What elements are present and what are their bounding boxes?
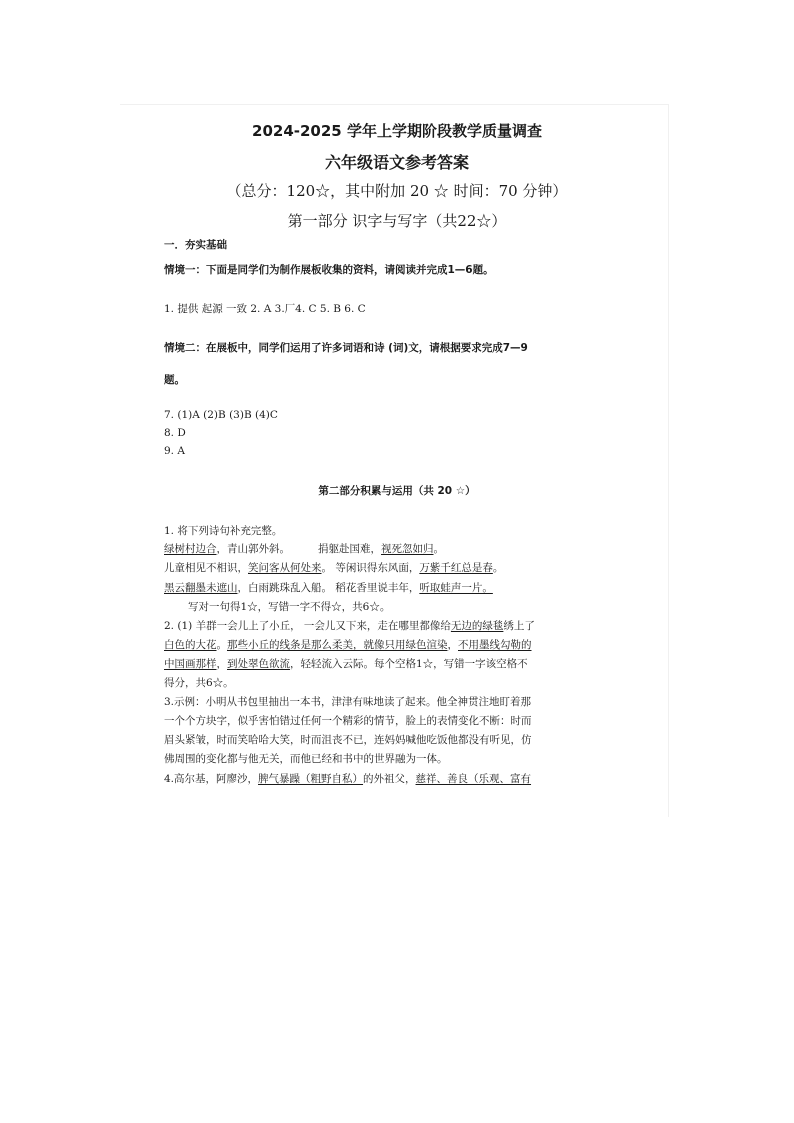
document-subtitle: 六年级语文参考答案: [324, 153, 469, 172]
poem-blank: 笑问客从何处来: [248, 562, 322, 574]
q4-line-1: 4.高尔基，阿廖沙，脾气暴躁（粗野自私）的外祖父，慈祥、善良（乐观、富有: [164, 773, 532, 785]
answer-8: 8. D: [164, 427, 186, 439]
part2-title: 第二部分积累与运用（共 20 ☆）: [318, 485, 476, 497]
poem-line-1: 绿树村边合，青山郭外斜。 捐躯赴国难，视死忽如归。: [164, 543, 444, 555]
situation-1: 情境一：下面是同学们为制作展板收集的资料，请阅读并完成1—6题。: [164, 264, 494, 276]
answer-blank: 中国画那样: [164, 658, 217, 670]
poem-line-2: 儿童相见不相识，笑问客从何处来。 等闲识得东风面，万紫千红总是春。: [164, 562, 504, 574]
answer-blank: 那些小丘的线条是那么柔美，就像只用绿色渲染: [227, 639, 448, 651]
score-info: （总分：120☆，其中附加 20 ☆ 时间：70 分钟）: [226, 182, 568, 200]
answer-blank: 慈祥、善良（乐观、富有: [415, 773, 532, 785]
q2-line-4: 得分，共6☆。: [164, 677, 234, 689]
poem-blank: 黑云翻墨未遮山: [164, 582, 238, 594]
q3-line-2: 一个个方块字，似乎害怕错过任何一个精彩的情节，脸上的表情变化不断：时而: [164, 715, 532, 727]
poem-blank: 听取蛙声一片。: [419, 582, 493, 594]
answer-blank: 不用墨线勾勒的: [458, 639, 532, 651]
q2-line-2: 白色的大花。那些小丘的线条是那么柔美，就像只用绿色渲染，不用墨线勾勒的: [164, 639, 532, 651]
q2-line-1: 2. (1) 羊群一会儿上了小丘， 一会儿又下来，走在哪里都像给无边的绿毯绣上了: [164, 620, 535, 632]
q1-intro: 1. 将下列诗句补充完整。: [164, 525, 283, 537]
situation-2: 情境二：在展板中，同学们运用了许多词语和诗 (词)文，请根据要求完成7—9: [164, 342, 528, 354]
q1-score-note: 写对一句得1☆，写错一字不得☆，共6☆。: [188, 601, 391, 613]
answer-blank: 脾气暴躁（粗野自私）: [258, 773, 364, 785]
answer-9: 9. A: [164, 445, 185, 457]
q3-line-4: 佛周围的变化都与他无关，而他已经和书中的世界融为一体。: [164, 753, 448, 765]
q3-line-3: 眉头紧皱，时而笑哈哈大笑，时而沮丧不已，连妈妈喊他吃饭他都没有听见，仿: [164, 734, 532, 746]
answer-7: 7. (1)A (2)B (3)B (4)C: [164, 409, 278, 421]
answer-blank: 白色的大花: [164, 639, 217, 651]
poem-line-3: 黑云翻墨未遮山，白雨跳珠乱入船。 稻花香里说丰年，听取蛙声一片。: [164, 582, 493, 594]
poem-blank: 万紫千红总是春: [419, 562, 493, 574]
document-title: 2024-2025 学年上学期阶段教学质量调查: [252, 122, 542, 140]
situation-2-cont: 题。: [164, 374, 185, 386]
answer-blank: 到处翠色欲流: [227, 658, 290, 670]
q3-line-1: 3.示例：小明从书包里抽出一本书，津津有味地读了起来。他全神贯注地盯着那: [164, 696, 532, 708]
answer-blank: 无边的绿毯: [450, 620, 504, 632]
poem-blank: 绿树村边合: [164, 543, 217, 555]
poem-blank: 视死忽如归: [381, 543, 434, 555]
answers-1-6: 1. 提供 起源 一致 2. A 3.厂4. C 5. B 6. C: [164, 303, 366, 315]
part1-title: 第一部分 识字与写字（共22☆）: [287, 212, 507, 230]
q2-line-3: 中国画那样，到处翠色欲流，轻轻流入云际。每个空格1☆，写错一字该空格不: [164, 658, 528, 670]
section-heading: 一．夯实基础: [164, 239, 227, 251]
